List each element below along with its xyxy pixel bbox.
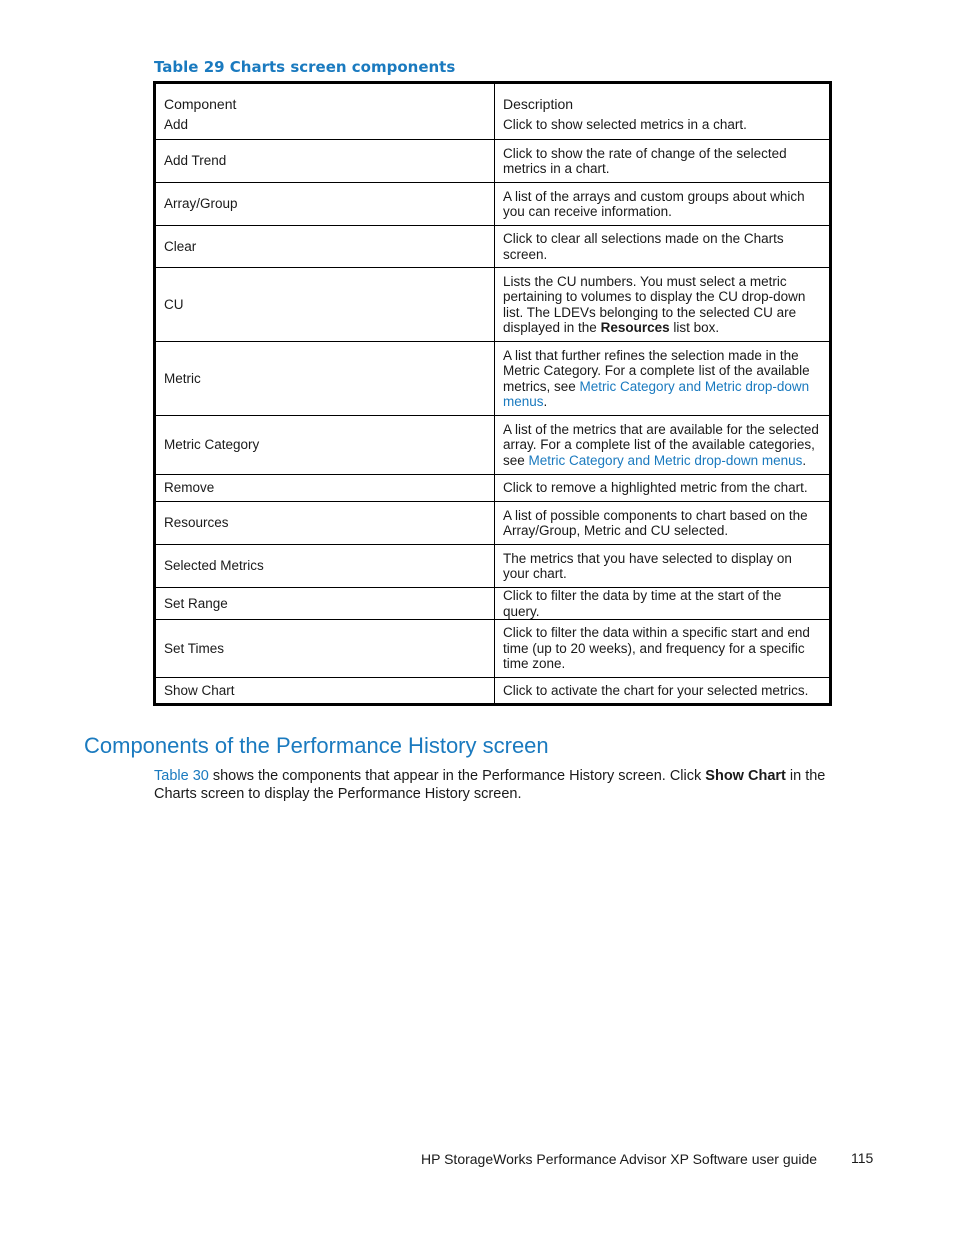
component-cell: Metric Category xyxy=(155,416,495,475)
resources-term: Resources xyxy=(600,320,670,335)
description-text: A list of the metrics that are available for the selected array. For a complete list of the available categories, see xyxy=(503,421,819,468)
description-cell: Click to remove a highlighted metric from the chart. xyxy=(495,475,831,502)
component-cell: Remove xyxy=(155,475,495,502)
table-row xyxy=(155,545,831,588)
description-text: list box. xyxy=(669,320,720,335)
component-cell: Selected Metrics xyxy=(155,545,495,588)
description-cell xyxy=(495,416,831,475)
column-header-component: Component xyxy=(155,83,495,116)
table-row xyxy=(155,416,831,475)
table-row xyxy=(155,502,831,545)
table-row xyxy=(155,226,831,268)
description-cell: Click to filter the data within a specific start and end time (up to 20 weeks), and frequency for a specific time zone. xyxy=(495,620,831,678)
component-cell: Show Chart xyxy=(155,678,495,705)
paragraph-text: shows the components that appear in the Performance History screen. Click xyxy=(208,768,706,784)
description-cell: A list of the arrays and custom groups about which you can receive information. xyxy=(495,183,831,226)
component-cell: Set Times xyxy=(155,620,495,678)
description-cell xyxy=(495,342,831,416)
component-cell: Resources xyxy=(155,502,495,545)
description-text: Lists the CU numbers. You must select a metric pertaining to volumes to display the CU drop-down list. The LDEVs belonging to the selected CU are displayed in the xyxy=(503,273,806,335)
table-row xyxy=(155,342,831,416)
show-chart-term: Show Chart xyxy=(705,768,786,784)
description-cell: Click to clear all selections made on the Charts screen. xyxy=(495,226,831,268)
table-row xyxy=(155,183,831,226)
table-header-row xyxy=(155,83,831,116)
description-cell: Click to filter the data by time at the start of the query. xyxy=(495,588,831,620)
table-row xyxy=(155,678,831,705)
table-row xyxy=(155,620,831,678)
component-cell: Array/Group xyxy=(155,183,495,226)
table-caption: Table 29 Charts screen components xyxy=(154,58,456,76)
metric-menus-link[interactable]: Metric Category and Metric drop-down menus xyxy=(528,452,803,468)
component-cell: Add xyxy=(155,115,495,140)
description-text: . xyxy=(802,452,807,468)
component-cell: CU xyxy=(155,268,495,342)
description-cell: The metrics that you have selected to display on your chart. xyxy=(495,545,831,588)
page-number: 115 xyxy=(851,1150,874,1166)
description-cell xyxy=(495,268,831,342)
description-text: . xyxy=(543,394,548,409)
description-cell: Click to show selected metrics in a chart. xyxy=(495,115,831,140)
section-heading: Components of the Performance History screen xyxy=(84,733,549,758)
description-cell: A list of possible components to chart based on the Array/Group, Metric and CU selected. xyxy=(495,502,831,545)
component-cell: Set Range xyxy=(155,588,495,620)
footer-title: HP StorageWorks Performance Advisor XP Software user guide xyxy=(421,1151,818,1167)
description-cell: Click to activate the chart for your selected metrics. xyxy=(495,678,831,705)
table-row xyxy=(155,268,831,342)
component-cell: Metric xyxy=(155,342,495,416)
table-row xyxy=(155,588,831,620)
metric-menus-link[interactable]: Metric Category and Metric drop-down menus xyxy=(503,378,810,409)
description-cell: Click to show the rate of change of the selected metrics in a chart. xyxy=(495,140,831,183)
table-row xyxy=(155,475,831,502)
table-30-link[interactable]: Table 30 xyxy=(154,768,209,784)
section-paragraph xyxy=(154,767,859,803)
paragraph-text: in the Charts screen to display the Performance History screen. xyxy=(154,768,826,802)
component-cell: Clear xyxy=(155,226,495,268)
table-row xyxy=(155,140,831,183)
column-header-description: Description xyxy=(495,83,831,116)
description-text: A list that further refines the selection made in the Metric Category. For a complete list of the available metrics, see xyxy=(503,347,810,394)
table-row xyxy=(155,115,831,140)
charts-components-table xyxy=(153,81,832,706)
component-cell: Add Trend xyxy=(155,140,495,183)
